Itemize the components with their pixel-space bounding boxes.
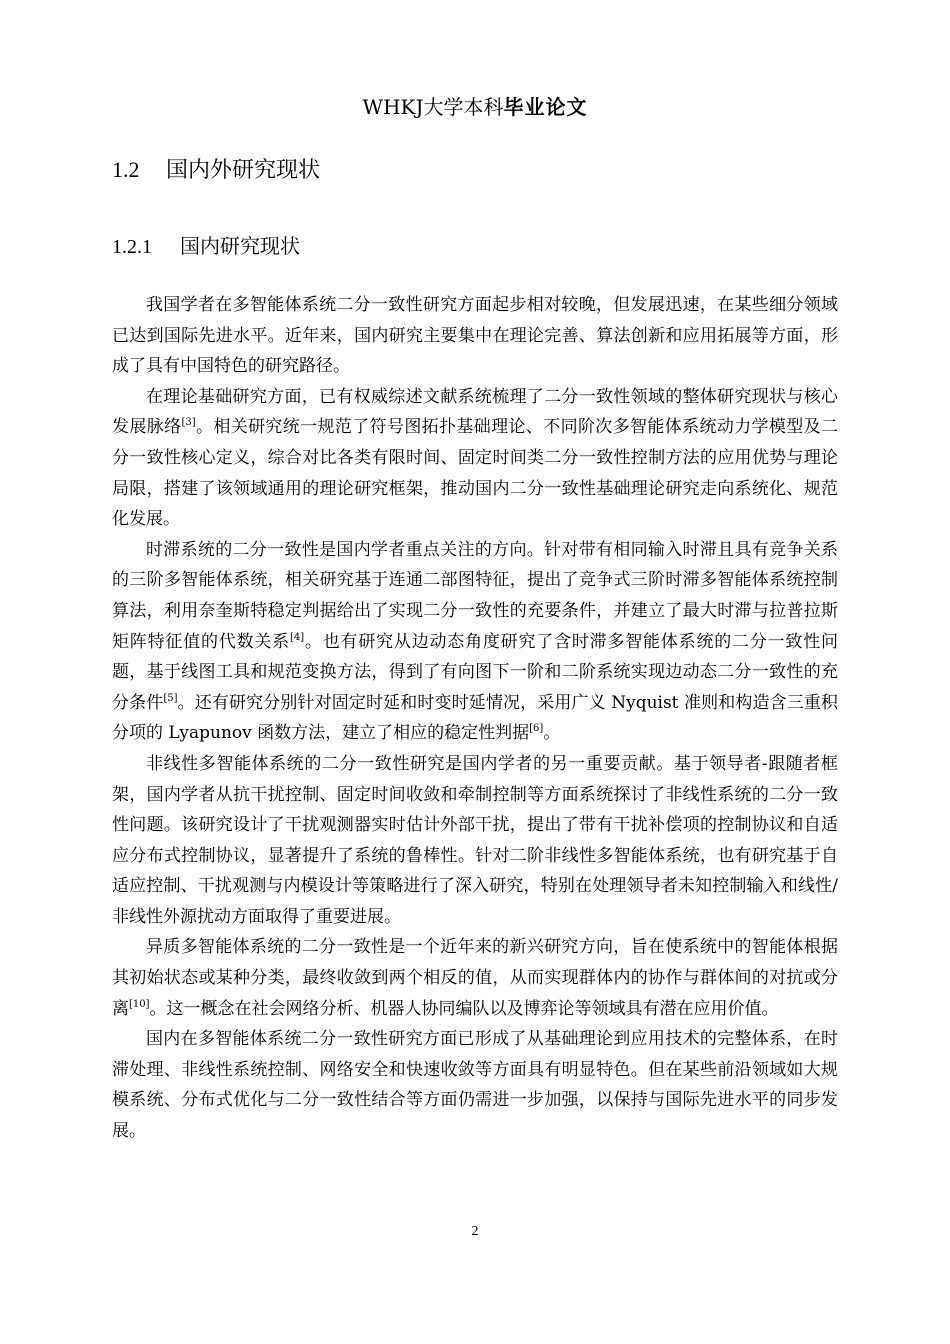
paragraph-text: 。也有研究从边动态角度研究了含时滞多智能体系统的二分一致性问题，基于线图工具和规范变换方法，得到了有向图下一阶和二阶系统实现边动态二分一致性的充分条件 [112,631,839,713]
body-paragraph [112,382,838,535]
citation-ref: [4] [289,631,305,643]
section-number: 1.2 [112,157,140,182]
paragraph-text: 。还有研究分别针对固定时延和时变时延情况，采用广义 Nyquist 准则和构造含三重积分项的 Lyapunov 函数方法，建立了相应的稳定性判据 [112,692,839,744]
citation-ref: [3] [181,417,196,429]
body-paragraph [112,932,838,1024]
subsection-title: 国内研究现状 [180,234,300,258]
paragraph-text: 异质多智能体系统的二分一致性是一个近年来的新兴研究方向，旨在使系统中的智能体根据其初始状态或某种分类，最终收敛到两个相反的值，从而实现群体内的协作与群体间的对抗或分离 [112,937,838,1019]
subsection-heading [112,230,300,263]
paragraph-text: 。相关研究统一规范了符号图拓扑基础理论、不同阶次多智能体系统动力学模型及二分一致性核心定义，综合对比各类有限时间、固定时间类二分一致性控制方法的应用优势与理论局限，搭建了该领域通用的理论研究框架，推动国内二分一致性基础理论研究走向系统化、规范化发展。 [112,417,839,530]
citation-ref: [10] [129,998,150,1010]
paragraph-text: 在理论基础研究方面，已有权威综述文献系统梳理了二分一致性领域的整体研究现状与核心发展脉络 [112,386,838,438]
body-paragraph [112,1024,838,1146]
paragraph-text: 。这一概念在社会网络分析、机器人协同编队以及博弈论等领域具有潜在应用价值。 [149,998,779,1019]
citation-ref: [6] [529,723,544,735]
header-title-prefix: WHKJ大学本科 [362,95,504,119]
body-paragraph [112,290,838,382]
paragraph-text: 非线性多智能体系统的二分一致性研究是国内学者的另一重要贡献。基于领导者-跟随者框架，国内学者从抗干扰控制、固定时间收敛和牵制控制等方面系统探讨了非线性系统的二分一致性问题。该研究设计了干扰观测器实时估计外部干扰，提出了带有干扰补偿项的控制协议和自适应分布式控制协议，显著提升了系统的鲁棒性。针对二阶非线性多智能体系统，也有研究基于自适应控制、干扰观测与内模设计等策略进行了深入研究，特别在处理领导者未知控制输入和线性/非线性外源扰动方面取得了重要进展。 [112,753,838,927]
body-text [112,290,838,1147]
paragraph-text: 。 [543,723,561,744]
section-heading [112,152,320,189]
citation-ref: [5] [163,692,178,704]
body-paragraph [112,749,838,933]
paragraph-text: 我国学者在多智能体系统二分一致性研究方面起步相对较晚，但发展迅速，在某些细分领域已达到国际先进水平。近年来，国内研究主要集中在理论完善、算法创新和应用拓展等方面，形成了具有中国特色的研究路径。 [112,295,838,377]
subsection-number: 1.2.1 [112,236,152,258]
section-title: 国内外研究现状 [166,158,321,183]
paragraph-text: 国内在多智能体系统二分一致性研究方面已形成了从基础理论到应用技术的完整体系，在时滞处理、非线性系统控制、网络安全和快速收敛等方面具有明显特色。但在某些前沿领域如大规模系统、分布式优化与二分一致性结合等方面仍需进一步加强，以保持与国际先进水平的同步发展。 [112,1029,838,1142]
page-number: 2 [471,1224,479,1239]
running-header [0,92,950,122]
header-title-suffix: 毕业论文 [503,95,588,119]
body-paragraph [112,535,838,749]
paragraph-text: 时滞系统的二分一致性是国内学者重点关注的方向。针对带有相同输入时滞且具有竞争关系的三阶多智能体系统，相关研究基于连通二部图特征，提出了竞争式三阶时滞多智能体系统控制算法，利用奈奎斯特稳定判据给出了实现二分一致性的充要条件，并建立了最大时滞与拉普拉斯矩阵特征值的代数关系 [112,539,838,652]
